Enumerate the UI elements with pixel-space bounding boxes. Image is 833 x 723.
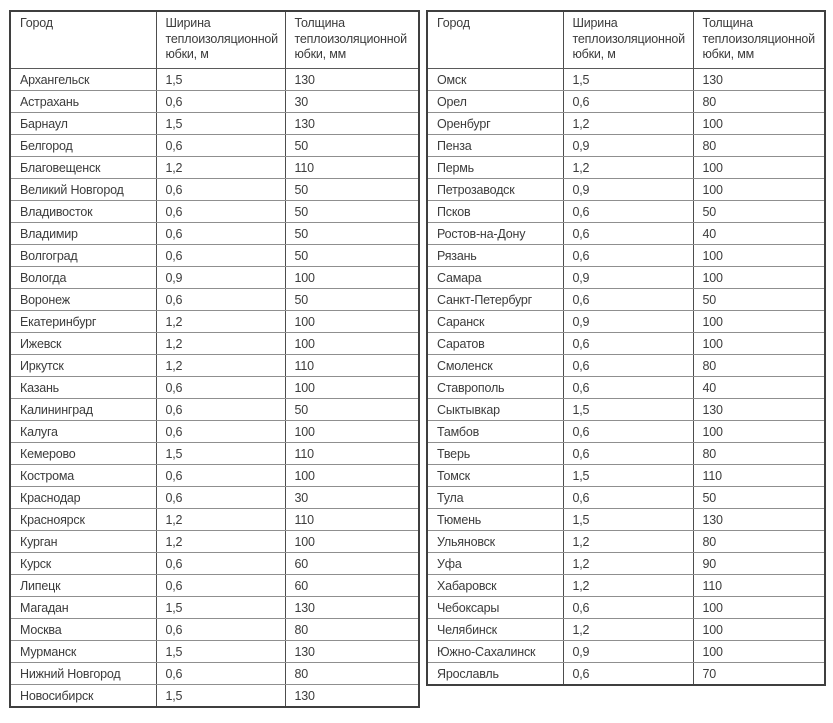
- skirt-thickness-cell: 100: [693, 597, 825, 619]
- table-row: [10, 289, 419, 311]
- city-cell: Смоленск: [427, 355, 563, 377]
- column-header-skirt-width: Ширина теплоизоляционной юбки, м: [156, 11, 285, 69]
- skirt-thickness-cell: 30: [285, 487, 419, 509]
- city-cell: Южно-Сахалинск: [427, 641, 563, 663]
- table-row: [427, 311, 825, 333]
- city-cell: Ростов-на-Дону: [427, 223, 563, 245]
- table-row: [10, 641, 419, 663]
- skirt-thickness-cell: 50: [285, 399, 419, 421]
- city-cell: Петрозаводск: [427, 179, 563, 201]
- skirt-thickness-cell: 130: [285, 69, 419, 91]
- skirt-width-cell: 0,6: [563, 201, 693, 223]
- skirt-thickness-cell: 130: [693, 399, 825, 421]
- city-cell: Астрахань: [10, 91, 156, 113]
- skirt-thickness-cell: 100: [693, 619, 825, 641]
- table-row: [427, 465, 825, 487]
- skirt-thickness-cell: 100: [285, 267, 419, 289]
- insulation-table-left: [9, 10, 420, 708]
- city-cell: Курган: [10, 531, 156, 553]
- table-row: [10, 157, 419, 179]
- column-header-skirt-thickness: Толщина теплоизоляционной юбки, мм: [693, 11, 825, 69]
- table-row: [427, 487, 825, 509]
- city-cell: Барнаул: [10, 113, 156, 135]
- skirt-width-cell: 1,5: [156, 685, 285, 708]
- table-row: [10, 245, 419, 267]
- skirt-width-cell: 0,6: [156, 245, 285, 267]
- skirt-width-cell: 1,2: [156, 355, 285, 377]
- skirt-thickness-cell: 80: [693, 91, 825, 113]
- skirt-width-cell: 0,6: [156, 399, 285, 421]
- skirt-width-cell: 0,9: [563, 641, 693, 663]
- city-cell: Тюмень: [427, 509, 563, 531]
- skirt-width-cell: 1,2: [156, 311, 285, 333]
- table-row: [10, 135, 419, 157]
- skirt-thickness-cell: 100: [693, 267, 825, 289]
- skirt-width-cell: 0,6: [156, 465, 285, 487]
- city-cell: Ставрополь: [427, 377, 563, 399]
- skirt-thickness-cell: 100: [285, 377, 419, 399]
- skirt-thickness-cell: 110: [285, 157, 419, 179]
- table-row: [427, 597, 825, 619]
- skirt-width-cell: 1,2: [563, 619, 693, 641]
- table-row: [10, 421, 419, 443]
- table-row: [427, 663, 825, 686]
- city-cell: Чебоксары: [427, 597, 563, 619]
- skirt-width-cell: 1,5: [156, 113, 285, 135]
- skirt-width-cell: 0,6: [563, 333, 693, 355]
- city-cell: Сыктывкар: [427, 399, 563, 421]
- city-cell: Пермь: [427, 157, 563, 179]
- skirt-width-cell: 1,2: [563, 553, 693, 575]
- skirt-thickness-cell: 110: [285, 355, 419, 377]
- skirt-thickness-cell: 50: [285, 135, 419, 157]
- skirt-thickness-cell: 100: [693, 157, 825, 179]
- table-row: [427, 135, 825, 157]
- skirt-thickness-cell: 50: [285, 179, 419, 201]
- skirt-thickness-cell: 80: [693, 443, 825, 465]
- city-cell: Тула: [427, 487, 563, 509]
- city-cell: Тамбов: [427, 421, 563, 443]
- insulation-table-right: [426, 10, 826, 686]
- header-row: [10, 11, 419, 69]
- table-row: [427, 619, 825, 641]
- skirt-thickness-cell: 130: [285, 685, 419, 708]
- skirt-width-cell: 0,6: [563, 487, 693, 509]
- skirt-thickness-cell: 100: [693, 421, 825, 443]
- city-cell: Оренбург: [427, 113, 563, 135]
- city-cell: Магадан: [10, 597, 156, 619]
- skirt-width-cell: 1,2: [156, 509, 285, 531]
- city-cell: Пенза: [427, 135, 563, 157]
- skirt-width-cell: 0,6: [156, 421, 285, 443]
- table-row: [10, 487, 419, 509]
- city-cell: Томск: [427, 465, 563, 487]
- skirt-width-cell: 1,5: [156, 443, 285, 465]
- table-row: [427, 641, 825, 663]
- skirt-thickness-cell: 40: [693, 223, 825, 245]
- skirt-thickness-cell: 60: [285, 575, 419, 597]
- city-cell: Екатеринбург: [10, 311, 156, 333]
- column-header-skirt-width: Ширина теплоизоляционной юбки, м: [563, 11, 693, 69]
- skirt-thickness-cell: 100: [693, 641, 825, 663]
- skirt-width-cell: 0,6: [563, 91, 693, 113]
- city-cell: Ярославль: [427, 663, 563, 686]
- table-row: [427, 575, 825, 597]
- skirt-thickness-cell: 100: [285, 311, 419, 333]
- skirt-width-cell: 1,5: [563, 69, 693, 91]
- city-cell: Псков: [427, 201, 563, 223]
- city-cell: Благовещенск: [10, 157, 156, 179]
- table-row: [10, 531, 419, 553]
- skirt-width-cell: 1,5: [156, 69, 285, 91]
- skirt-width-cell: 0,9: [563, 179, 693, 201]
- city-cell: Кострома: [10, 465, 156, 487]
- table-row: [427, 421, 825, 443]
- city-cell: Курск: [10, 553, 156, 575]
- skirt-thickness-cell: 130: [693, 69, 825, 91]
- skirt-thickness-cell: 100: [693, 245, 825, 267]
- city-cell: Иркутск: [10, 355, 156, 377]
- city-cell: Липецк: [10, 575, 156, 597]
- skirt-thickness-cell: 50: [285, 201, 419, 223]
- skirt-thickness-cell: 110: [693, 465, 825, 487]
- table-row: [427, 553, 825, 575]
- skirt-width-cell: 0,6: [156, 179, 285, 201]
- skirt-width-cell: 0,6: [563, 289, 693, 311]
- city-cell: Омск: [427, 69, 563, 91]
- skirt-width-cell: 0,6: [563, 245, 693, 267]
- skirt-width-cell: 0,9: [563, 311, 693, 333]
- skirt-width-cell: 0,6: [156, 619, 285, 641]
- skirt-thickness-cell: 100: [285, 531, 419, 553]
- table-row: [427, 443, 825, 465]
- skirt-width-cell: 0,6: [156, 663, 285, 685]
- skirt-thickness-cell: 50: [693, 487, 825, 509]
- skirt-width-cell: 0,6: [156, 201, 285, 223]
- city-cell: Орел: [427, 91, 563, 113]
- skirt-thickness-cell: 100: [285, 333, 419, 355]
- skirt-thickness-cell: 80: [285, 663, 419, 685]
- city-cell: Хабаровск: [427, 575, 563, 597]
- skirt-width-cell: 1,5: [156, 597, 285, 619]
- skirt-width-cell: 1,5: [563, 465, 693, 487]
- skirt-thickness-cell: 130: [693, 509, 825, 531]
- skirt-width-cell: 0,6: [563, 223, 693, 245]
- table-row: [10, 399, 419, 421]
- table-row: [427, 267, 825, 289]
- city-cell: Красноярск: [10, 509, 156, 531]
- skirt-thickness-cell: 40: [693, 377, 825, 399]
- column-header-city: Город: [427, 11, 563, 69]
- table-row: [427, 113, 825, 135]
- skirt-width-cell: 0,6: [563, 421, 693, 443]
- table-row: [10, 355, 419, 377]
- skirt-thickness-cell: 50: [693, 289, 825, 311]
- skirt-width-cell: 0,6: [156, 289, 285, 311]
- table-row: [10, 69, 419, 91]
- city-cell: Москва: [10, 619, 156, 641]
- skirt-width-cell: 0,6: [156, 553, 285, 575]
- table-row: [427, 531, 825, 553]
- column-header-skirt-thickness: Толщина теплоизоляционной юбки, мм: [285, 11, 419, 69]
- city-cell: Владимир: [10, 223, 156, 245]
- skirt-width-cell: 0,6: [156, 377, 285, 399]
- table-row: [427, 377, 825, 399]
- skirt-thickness-cell: 130: [285, 113, 419, 135]
- skirt-thickness-cell: 100: [693, 179, 825, 201]
- table-row: [427, 355, 825, 377]
- skirt-width-cell: 1,5: [156, 641, 285, 663]
- skirt-width-cell: 1,2: [156, 531, 285, 553]
- skirt-width-cell: 0,9: [563, 135, 693, 157]
- table-row: [10, 179, 419, 201]
- skirt-thickness-cell: 70: [693, 663, 825, 686]
- header-row: [427, 11, 825, 69]
- skirt-thickness-cell: 100: [693, 311, 825, 333]
- city-cell: Тверь: [427, 443, 563, 465]
- city-cell: Саранск: [427, 311, 563, 333]
- skirt-thickness-cell: 90: [693, 553, 825, 575]
- skirt-width-cell: 1,2: [563, 157, 693, 179]
- city-cell: Санкт-Петербург: [427, 289, 563, 311]
- skirt-thickness-cell: 130: [285, 641, 419, 663]
- table-body-left: [10, 69, 419, 708]
- skirt-width-cell: 0,6: [563, 355, 693, 377]
- table-row: [10, 333, 419, 355]
- table-row: [427, 91, 825, 113]
- city-cell: Ульяновск: [427, 531, 563, 553]
- table-row: [10, 465, 419, 487]
- city-cell: Волгоград: [10, 245, 156, 267]
- city-cell: Калуга: [10, 421, 156, 443]
- skirt-thickness-cell: 100: [693, 333, 825, 355]
- skirt-width-cell: 0,6: [156, 487, 285, 509]
- skirt-thickness-cell: 50: [285, 223, 419, 245]
- skirt-width-cell: 0,6: [156, 223, 285, 245]
- table-row: [10, 311, 419, 333]
- city-cell: Владивосток: [10, 201, 156, 223]
- city-cell: Нижний Новгород: [10, 663, 156, 685]
- skirt-width-cell: 0,6: [563, 377, 693, 399]
- skirt-width-cell: 0,6: [156, 91, 285, 113]
- table-row: [10, 619, 419, 641]
- skirt-thickness-cell: 50: [285, 245, 419, 267]
- table-row: [10, 201, 419, 223]
- skirt-width-cell: 0,6: [156, 575, 285, 597]
- skirt-thickness-cell: 100: [285, 465, 419, 487]
- table-row: [10, 575, 419, 597]
- city-cell: Ижевск: [10, 333, 156, 355]
- city-cell: Воронеж: [10, 289, 156, 311]
- city-cell: Новосибирск: [10, 685, 156, 708]
- table-row: [10, 223, 419, 245]
- skirt-width-cell: 0,6: [156, 135, 285, 157]
- table-row: [10, 663, 419, 685]
- skirt-thickness-cell: 100: [285, 421, 419, 443]
- skirt-thickness-cell: 80: [693, 531, 825, 553]
- table-row: [10, 597, 419, 619]
- skirt-thickness-cell: 130: [285, 597, 419, 619]
- city-cell: Вологда: [10, 267, 156, 289]
- table-row: [427, 245, 825, 267]
- city-cell: Кемерово: [10, 443, 156, 465]
- table-row: [427, 289, 825, 311]
- city-cell: Рязань: [427, 245, 563, 267]
- city-cell: Самара: [427, 267, 563, 289]
- table-row: [10, 553, 419, 575]
- skirt-width-cell: 1,2: [156, 333, 285, 355]
- skirt-thickness-cell: 110: [693, 575, 825, 597]
- table-row: [10, 443, 419, 465]
- table-row: [10, 113, 419, 135]
- skirt-thickness-cell: 30: [285, 91, 419, 113]
- skirt-width-cell: 1,2: [563, 575, 693, 597]
- skirt-thickness-cell: 80: [693, 135, 825, 157]
- skirt-thickness-cell: 60: [285, 553, 419, 575]
- table-row: [427, 157, 825, 179]
- skirt-thickness-cell: 80: [285, 619, 419, 641]
- table-row: [10, 91, 419, 113]
- table-row: [427, 399, 825, 421]
- skirt-thickness-cell: 50: [285, 289, 419, 311]
- city-cell: Саратов: [427, 333, 563, 355]
- skirt-thickness-cell: 50: [693, 201, 825, 223]
- table-body-right: [427, 69, 825, 686]
- column-header-city: Город: [10, 11, 156, 69]
- city-cell: Белгород: [10, 135, 156, 157]
- table-row: [10, 509, 419, 531]
- table-row: [427, 69, 825, 91]
- skirt-width-cell: 0,9: [156, 267, 285, 289]
- skirt-width-cell: 0,6: [563, 443, 693, 465]
- skirt-width-cell: 1,2: [563, 531, 693, 553]
- skirt-thickness-cell: 110: [285, 509, 419, 531]
- table-row: [427, 201, 825, 223]
- skirt-thickness-cell: 80: [693, 355, 825, 377]
- table-row: [427, 179, 825, 201]
- table-row: [427, 509, 825, 531]
- skirt-thickness-cell: 100: [693, 113, 825, 135]
- city-cell: Челябинск: [427, 619, 563, 641]
- city-cell: Архангельск: [10, 69, 156, 91]
- city-cell: Краснодар: [10, 487, 156, 509]
- table-row: [10, 267, 419, 289]
- skirt-width-cell: 1,2: [156, 157, 285, 179]
- table-row: [10, 377, 419, 399]
- skirt-width-cell: 0,9: [563, 267, 693, 289]
- city-cell: Казань: [10, 377, 156, 399]
- city-cell: Мурманск: [10, 641, 156, 663]
- skirt-width-cell: 0,6: [563, 597, 693, 619]
- city-cell: Великий Новгород: [10, 179, 156, 201]
- skirt-width-cell: 1,5: [563, 509, 693, 531]
- skirt-width-cell: 1,2: [563, 113, 693, 135]
- skirt-width-cell: 1,5: [563, 399, 693, 421]
- city-cell: Уфа: [427, 553, 563, 575]
- table-row: [427, 223, 825, 245]
- table-row: [427, 333, 825, 355]
- skirt-thickness-cell: 110: [285, 443, 419, 465]
- skirt-width-cell: 0,6: [563, 663, 693, 686]
- city-cell: Калининград: [10, 399, 156, 421]
- table-row: [10, 685, 419, 708]
